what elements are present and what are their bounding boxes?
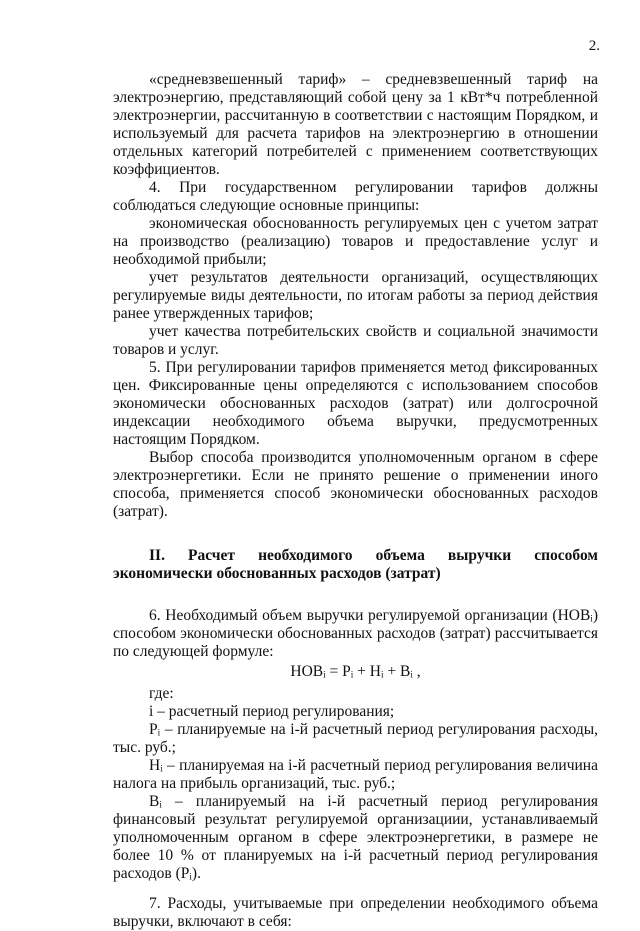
definition-p: Рᵢ – планируемые на i-й расчетный период регулирования расходы, тыс. руб.;	[113, 721, 598, 756]
paragraph-4: 4. При государственном регулировании тарифов должны соблюдаться следующие основные принципы:	[113, 179, 598, 214]
paragraph-method-choice: Выбор способа производится уполномоченным органом в сфере электроэнергетики. Если не принято решение о применении иного способа, применяется способ экономически обоснованных расходов (затрат).	[113, 449, 598, 520]
definition-v: Вᵢ – планируемый на i-й расчетный период регулирования финансовый результат регулируемой организациии, устанавливаемый уполномоченным органом в сфере электроэнергетики, в размере не более 10 % от планируемых на i-й расчетный период регулирования расходов (Рᵢ).	[113, 793, 598, 882]
section-heading: II. Расчет необходимого объема выручки способом экономически обоснованных расходов (затрат)	[113, 547, 598, 582]
principle-economic: экономическая обоснованность регулируемых цен с учетом затрат на производство (реализацию) товаров и предоставление услуг и необходимой прибыли;	[113, 215, 598, 268]
paragraph-6: 6. Необходимый объем выручки регулируемой организации (НОВᵢ) способом экономически обоснованных расходов (затрат) рассчитывается по следующей формуле:	[113, 607, 598, 660]
paragraph-5: 5. При регулировании тарифов применяется метод фиксированных цен. Фиксированные цены определяются с использованием способов экономически обоснованных расходов (затрат) или долгосрочной индексации необходимого объема выручки, предусмотренных настоящим Порядком.	[113, 359, 598, 448]
definition-n: Нᵢ – планируемая на i-й расчетный период регулирования величина налога на прибыль организаций, тыс. руб.;	[113, 757, 598, 792]
document-body	[113, 71, 598, 931]
where-label: где:	[149, 685, 174, 702]
paragraph-7: 7. Расходы, учитываемые при определении необходимого объема выручки, включают в себя:	[113, 895, 598, 930]
definition-i: i – расчетный период регулирования;	[149, 703, 395, 720]
paragraph-weighted-tariff: «средневзвешенный тариф» – средневзвешенный тариф на электроэнергию, представляющий собой цену за 1 кВт*ч потребленной электроэнергии, рассчитанную в соответствии с настоящим Порядком, и используемый для расчета тарифов на электроэнергию в отношении отдельных категорий потребителей с применением соответствующих коэффициентов.	[113, 71, 598, 178]
page-number: 2.	[588, 38, 600, 54]
principle-quality: учет качества потребительских свойств и социальной значимости товаров и услуг.	[113, 323, 598, 358]
formula: НОВᵢ = Рᵢ + Нᵢ + Вᵢ ,	[290, 663, 421, 680]
principle-results: учет результатов деятельности организаций, осуществляющих регулируемые виды деятельности, по итогам работы за период действия ранее утвержденных тарифов;	[113, 269, 598, 322]
